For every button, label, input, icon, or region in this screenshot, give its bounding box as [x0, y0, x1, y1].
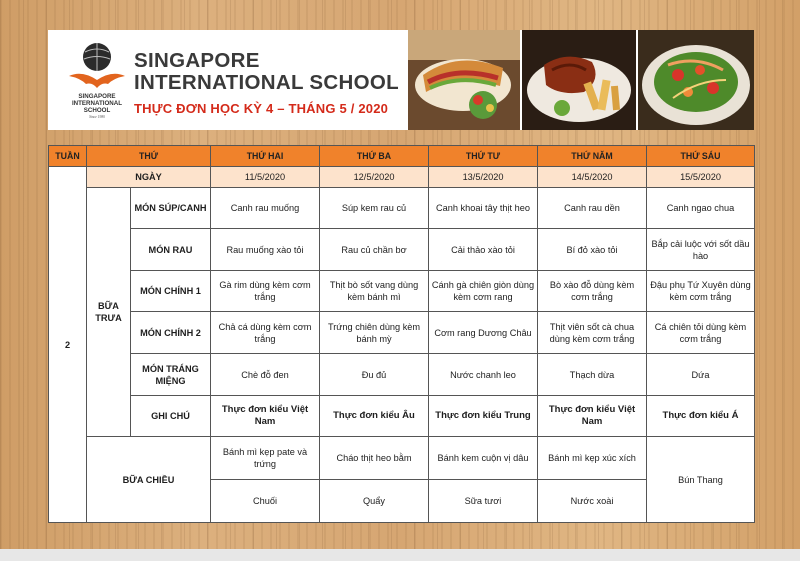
logo-text-2: INTERNATIONAL: [71, 100, 123, 107]
menu-cell: Sữa tươi: [429, 480, 538, 523]
menu-cell: Bí đỏ xào tỏi: [538, 229, 647, 271]
menu-cell: Đậu phụ Tứ Xuyên dùng kèm cơm trắng: [647, 271, 755, 312]
menu-cell: Cá chiên tỏi dùng kèm cơm trắng: [647, 312, 755, 354]
note-label: GHI CHÚ: [131, 396, 211, 437]
menu-cell: Cháo thịt heo bằm: [320, 437, 429, 480]
menu-cell: Trứng chiên dùng kèm bánh mỳ: [320, 312, 429, 354]
school-name: [134, 50, 399, 94]
ribs-photo: [522, 30, 636, 130]
menu-cell: Chuối: [211, 480, 320, 523]
row-label: MÓN SÚP/CANH: [131, 188, 211, 229]
note-cell: Thực đơn kiểu Việt Nam: [538, 396, 647, 437]
row-label: MÓN CHÍNH 1: [131, 271, 211, 312]
menu-cell: Canh ngao chua: [647, 188, 755, 229]
lunch-label: BỮA TRƯA: [87, 188, 131, 437]
logo-text-3: SCHOOL: [83, 107, 111, 114]
menu-cell: Quẩy: [320, 480, 429, 523]
week-number: 2: [49, 167, 87, 523]
menu-cell: Bánh kem cuộn vị dâu: [429, 437, 538, 480]
day-column-header: THỨ: [87, 146, 211, 167]
date-cell: 15/5/2020: [647, 167, 755, 188]
menu-cell: Bánh mì kẹp xúc xích: [538, 437, 647, 480]
note-cell: Thực đơn kiểu Á: [647, 396, 755, 437]
menu-cell: Canh rau muống: [211, 188, 320, 229]
sandwich-photo: [408, 30, 520, 130]
logo-text-1: SINGAPORE: [78, 93, 116, 100]
menu-cell: Nước xoài: [538, 480, 647, 523]
week-column-header: TUẦN: [49, 146, 87, 167]
table-row: [49, 271, 755, 312]
day-header: THỨ HAI: [211, 146, 320, 167]
school-name-line1: SINGAPORE: [134, 49, 260, 72]
bottom-strip: [0, 549, 800, 561]
menu-cell: Dứa: [647, 354, 755, 396]
menu-cell: Bò xào đỗ dùng kèm cơm trắng: [538, 271, 647, 312]
table-row: [49, 312, 755, 354]
logo-since: Since 1980: [89, 115, 105, 119]
date-cell: 13/5/2020: [429, 167, 538, 188]
date-cell: 14/5/2020: [538, 167, 647, 188]
row-label: MÓN TRÁNG MIỆNG: [131, 354, 211, 396]
table-row: [49, 354, 755, 396]
menu-cell: Đu đủ: [320, 354, 429, 396]
date-label: NGÀY: [87, 167, 211, 188]
menu-cell: Thạch dừa: [538, 354, 647, 396]
table-row: [49, 188, 755, 229]
table-row: [49, 229, 755, 271]
salad-photo: [638, 30, 754, 130]
school-logo-icon: [66, 40, 128, 120]
note-cell: Thực đơn kiểu Âu: [320, 396, 429, 437]
menu-cell: Cải thảo xào tỏi: [429, 229, 538, 271]
menu-cell: Chè đỗ đen: [211, 354, 320, 396]
menu-title: THỰC ĐƠN HỌC KỲ 4 – THÁNG 5 / 2020: [134, 101, 389, 116]
menu-cell: Gà rim dùng kèm cơm trắng: [211, 271, 320, 312]
menu-cell: Canh khoai tây thịt heo: [429, 188, 538, 229]
menu-cell: Rau muống xào tỏi: [211, 229, 320, 271]
row-label: MÓN RAU: [131, 229, 211, 271]
menu-table: [48, 145, 755, 523]
note-cell: Thực đơn kiểu Trung: [429, 396, 538, 437]
row-label: MÓN CHÍNH 2: [131, 312, 211, 354]
school-name-line2: INTERNATIONAL SCHOOL: [134, 71, 399, 94]
menu-cell: Bánh mì kẹp pate và trứng: [211, 437, 320, 480]
note-row: [49, 396, 755, 437]
menu-cell: Súp kem rau củ: [320, 188, 429, 229]
day-header: THỨ SÁU: [647, 146, 755, 167]
table-header-row: [49, 146, 755, 167]
note-cell: Thực đơn kiểu Việt Nam: [211, 396, 320, 437]
afternoon-row: [49, 437, 755, 480]
menu-cell: Cơm rang Dương Châu: [429, 312, 538, 354]
day-header: THỨ NĂM: [538, 146, 647, 167]
date-row: [49, 167, 755, 188]
menu-cell: Cánh gà chiên giòn dùng kèm cơm rang: [429, 271, 538, 312]
afternoon-label: BỮA CHIỀU: [87, 437, 211, 523]
menu-cell: Thịt viên sốt cà chua dùng kèm cơm trắng: [538, 312, 647, 354]
food-photos: [408, 30, 754, 130]
menu-cell: Nước chanh leo: [429, 354, 538, 396]
menu-cell: Canh rau dền: [538, 188, 647, 229]
menu-cell: Bắp cải luộc với sốt dầu hào: [647, 229, 755, 271]
date-cell: 11/5/2020: [211, 167, 320, 188]
day-header: THỨ BA: [320, 146, 429, 167]
day-header: THỨ TƯ: [429, 146, 538, 167]
menu-cell: Thịt bò sốt vang dùng kèm bánh mì: [320, 271, 429, 312]
date-cell: 12/5/2020: [320, 167, 429, 188]
menu-cell: Bún Thang: [647, 437, 755, 523]
menu-cell: Chả cá dùng kèm cơm trắng: [211, 312, 320, 354]
menu-cell: Rau củ chần bơ: [320, 229, 429, 271]
